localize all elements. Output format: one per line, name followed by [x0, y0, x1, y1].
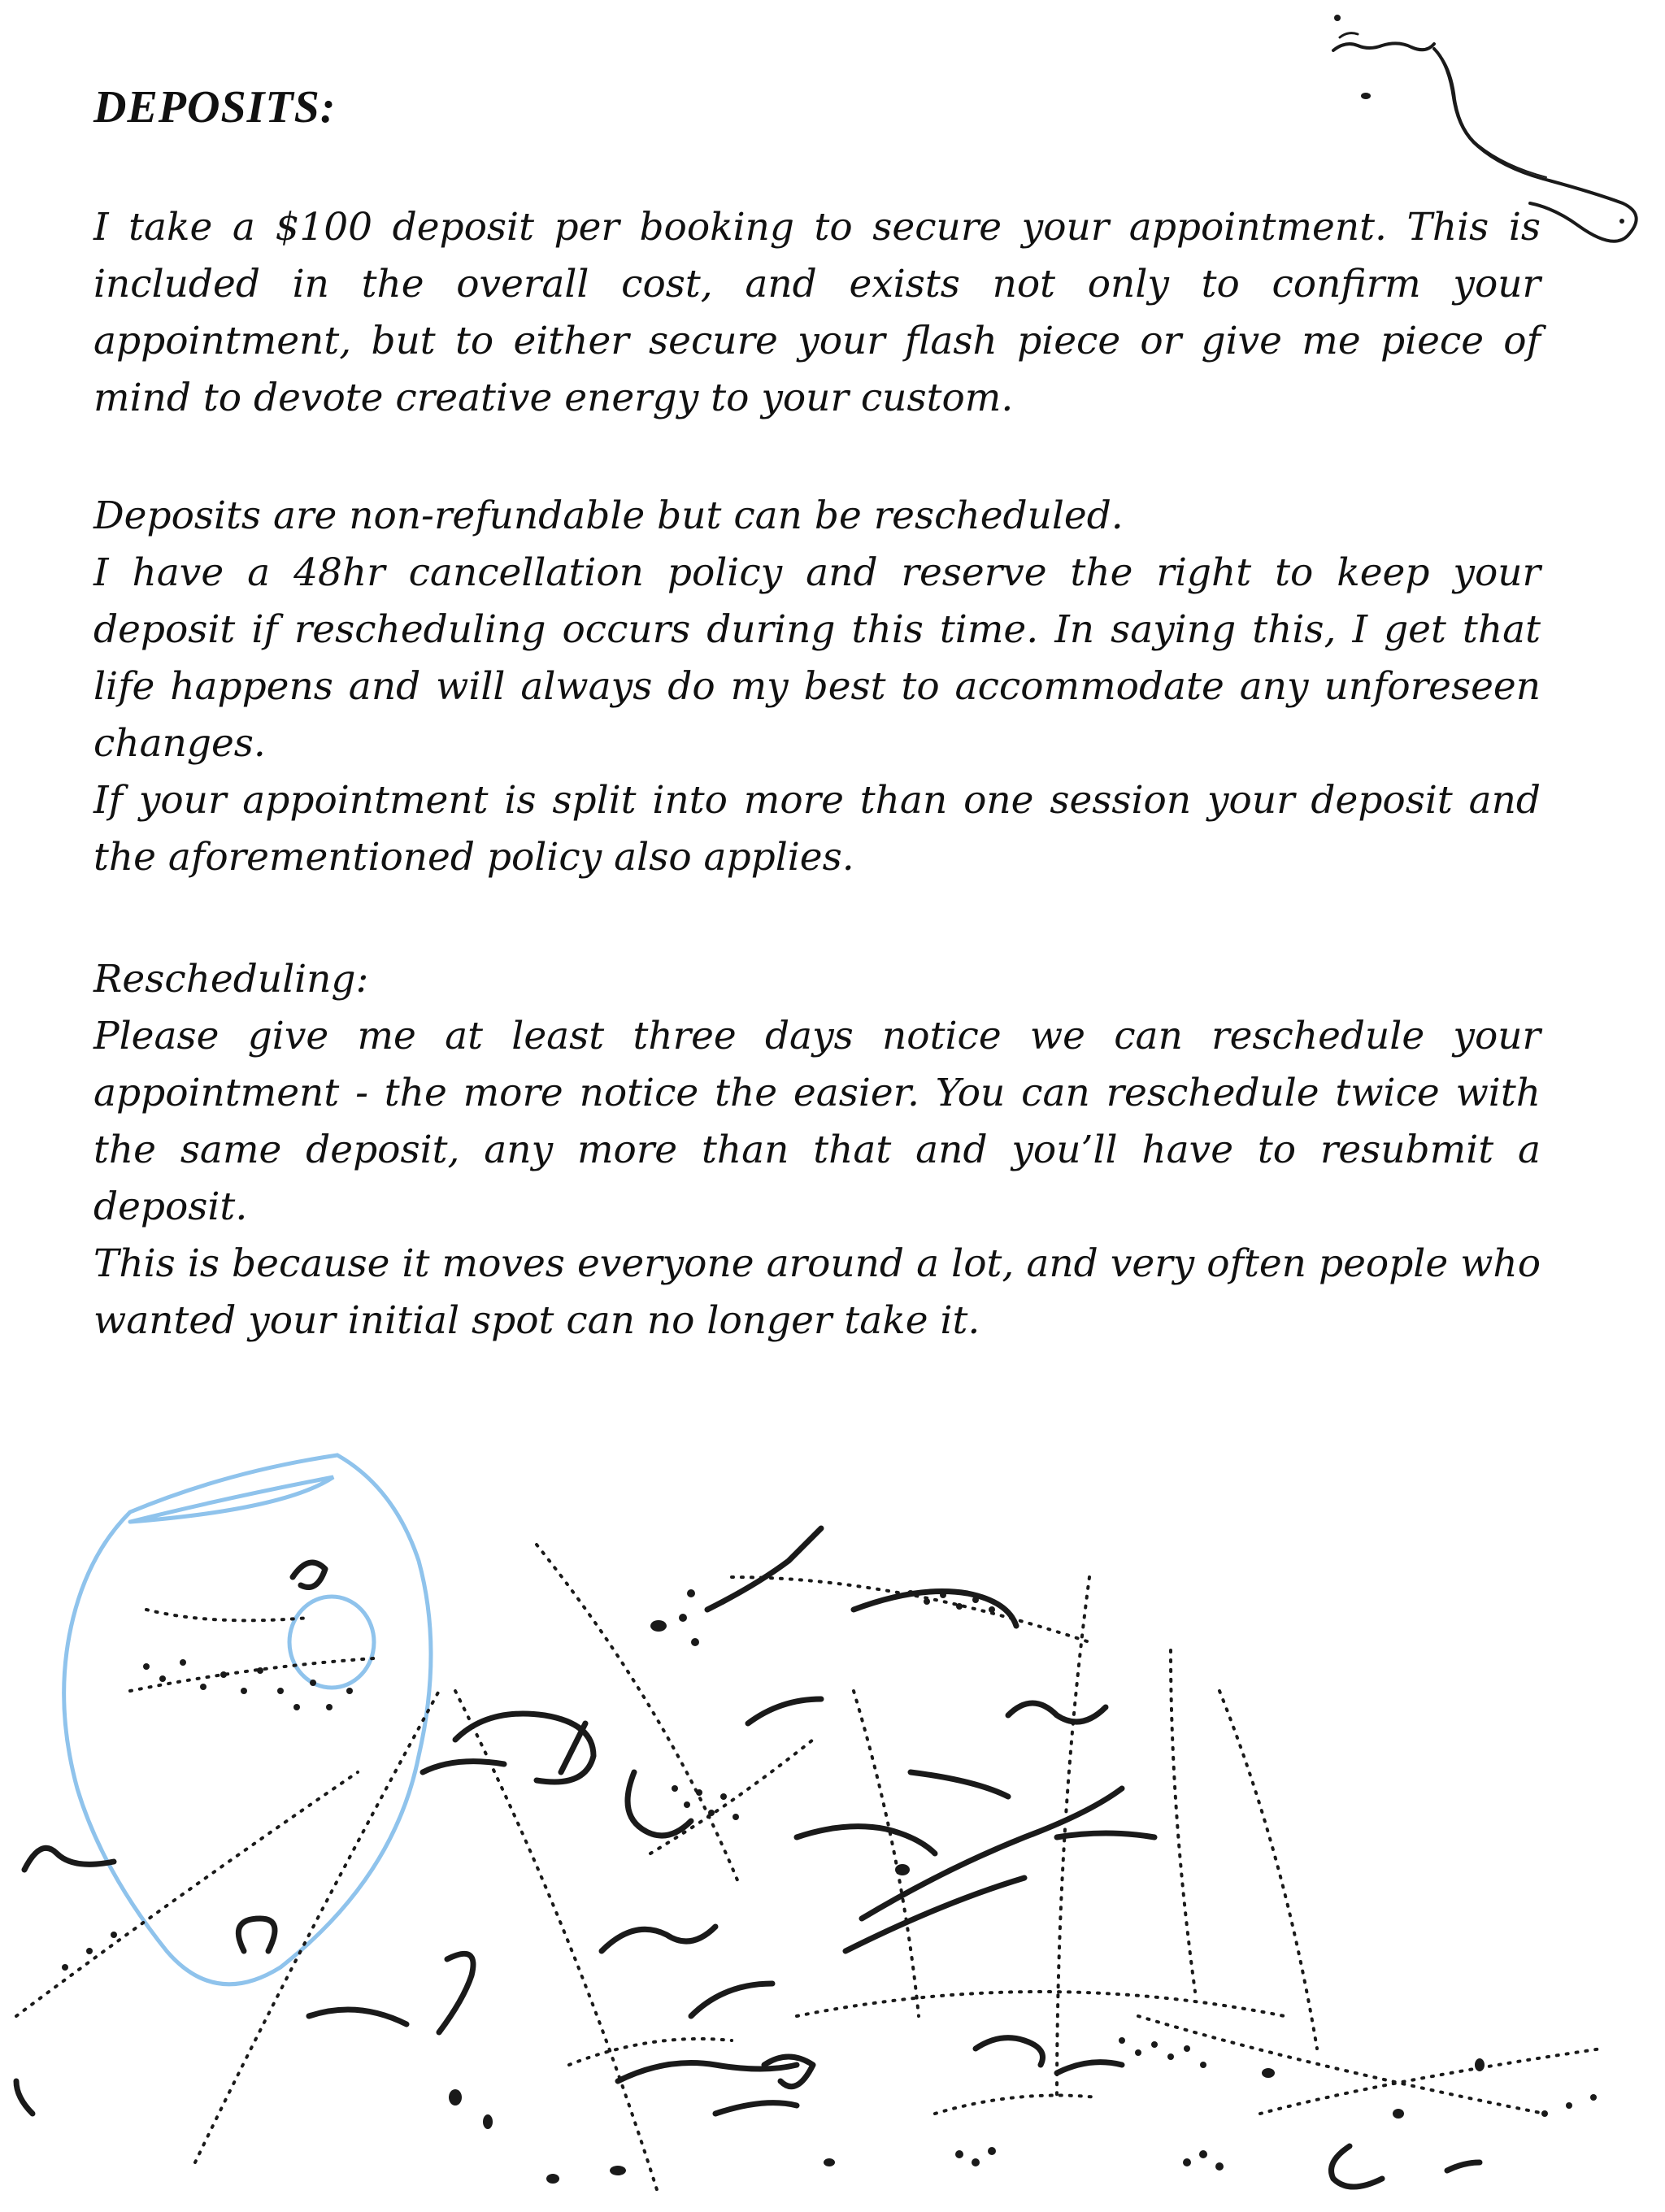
- rescheduling-title: Rescheduling:: [93, 957, 369, 1002]
- nonrefundable-section: [93, 488, 1541, 886]
- dot-clusters: [62, 1589, 1597, 2171]
- ink-scribbles: [16, 1528, 1480, 2187]
- deposit-intro-paragraph: I take a $100 deposit per booking to secure your appointment. This is included in the overall cost, and exists not only to confirm your appointment, but to either secure your flash piece or give me piece of mind to devote creative energy to your custom.: [93, 205, 1541, 420]
- rescheduling-reason-paragraph: This is because it moves everyone around a lot, and very often people who wanted your initial spot can no longer take it.: [93, 1241, 1541, 1343]
- blue-outline-shape: [64, 1455, 431, 1984]
- rescheduling-notice-paragraph: Please give me at least three days notice we can reschedule your appointment - the more notice the easier. You can reschedule twice with the same deposit, any more than that and you’ll have to resubmit a deposit.: [93, 1014, 1541, 1229]
- cancellation-policy-paragraph: I have a 48hr cancellation policy and reserve the right to keep your deposit if rescheduling occurs during this time. In saying this, I get that life happens and will always do my best to accommodate any unforeseen changes.: [93, 550, 1541, 766]
- bottom-sketch-drawing: [0, 1447, 1665, 2212]
- top-right-squiggle-drawing: [1301, 0, 1658, 260]
- split-session-paragraph: If your appointment is split into more than one session your deposit and the aforementioned policy also applies.: [93, 778, 1541, 880]
- dotted-lines: [16, 1545, 1602, 2195]
- rescheduling-section: [93, 951, 1541, 1349]
- nonrefundable-line: Deposits are non-refundable but can be rescheduled.: [93, 493, 1124, 538]
- small-marks: [449, 1620, 1485, 2184]
- page-heading: DEPOSITS:: [93, 82, 337, 133]
